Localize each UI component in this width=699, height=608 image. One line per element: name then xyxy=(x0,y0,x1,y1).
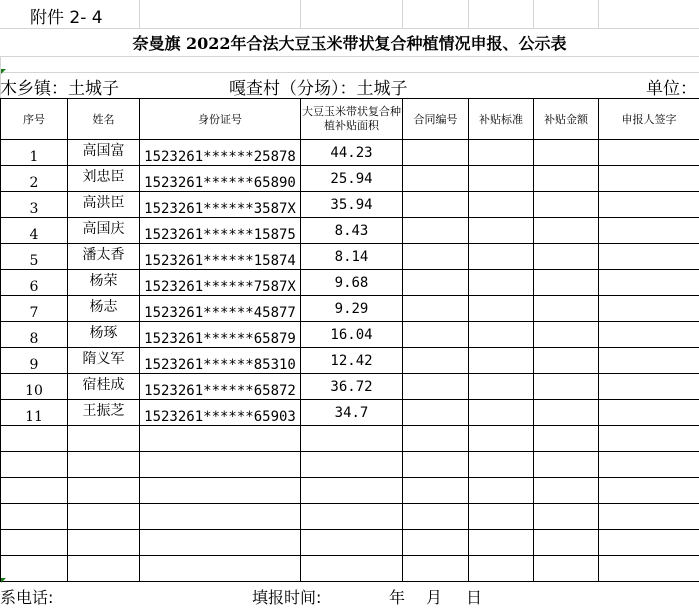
row-area-cell: 44.23 xyxy=(301,140,403,166)
col-header-name: 姓名 xyxy=(68,99,140,140)
row-signature-cell xyxy=(599,270,699,296)
row-contract-cell xyxy=(403,348,469,374)
row-amount-cell xyxy=(534,270,599,296)
row-name-cell xyxy=(68,452,140,478)
row-contract-cell xyxy=(403,140,469,166)
row-amount-cell xyxy=(534,556,599,582)
gridline xyxy=(300,0,301,28)
row-id-cell xyxy=(140,452,301,478)
row-id-cell xyxy=(140,530,301,556)
row-signature-cell xyxy=(599,374,699,400)
row-amount-cell xyxy=(534,166,599,192)
month-label: 月 xyxy=(426,585,442,608)
gridline xyxy=(468,0,469,28)
row-id-cell: 1523261******65890 xyxy=(140,166,301,192)
row-standard-cell xyxy=(469,322,534,348)
year-label: 年 xyxy=(389,585,405,608)
row-contract-cell xyxy=(403,452,469,478)
row-signature-cell xyxy=(599,218,699,244)
row-seq-cell: 4 xyxy=(1,218,68,244)
row-name-cell: 高洪臣 xyxy=(68,192,140,218)
row-seq-cell xyxy=(1,426,68,452)
row-id-cell: 1523261******85310 xyxy=(140,348,301,374)
row-area-cell xyxy=(301,452,403,478)
row-contract-cell xyxy=(403,400,469,426)
row-standard-cell xyxy=(469,426,534,452)
row-name-cell: 宿桂成 xyxy=(68,374,140,400)
row-id-cell: 1523261******15874 xyxy=(140,244,301,270)
table-row xyxy=(1,166,699,192)
table-body xyxy=(1,140,699,582)
gridline xyxy=(598,0,599,28)
row-area-cell: 9.29 xyxy=(301,296,403,322)
row-standard-cell xyxy=(469,296,534,322)
row-standard-cell xyxy=(469,218,534,244)
gridline xyxy=(0,72,699,73)
row-name-cell: 隋义军 xyxy=(68,348,140,374)
row-standard-cell xyxy=(469,478,534,504)
row-seq-cell: 6 xyxy=(1,270,68,296)
town-label: 木乡镇：土城子 xyxy=(0,74,119,99)
row-seq-cell: 7 xyxy=(1,296,68,322)
table-row xyxy=(1,374,699,400)
row-amount-cell xyxy=(534,374,599,400)
row-id-cell: 1523261******25878 xyxy=(140,140,301,166)
row-amount-cell xyxy=(534,426,599,452)
row-name-cell xyxy=(68,504,140,530)
row-signature-cell xyxy=(599,556,699,582)
row-contract-cell xyxy=(403,192,469,218)
table-row xyxy=(1,426,699,452)
row-seq-cell: 2 xyxy=(1,166,68,192)
row-area-cell: 35.94 xyxy=(301,192,403,218)
row-id-cell: 1523261******7587X xyxy=(140,270,301,296)
row-standard-cell xyxy=(469,452,534,478)
row-id-cell: 1523261******15875 xyxy=(140,218,301,244)
day-label: 日 xyxy=(466,585,482,608)
row-area-cell xyxy=(301,478,403,504)
row-seq-cell xyxy=(1,556,68,582)
row-seq-cell xyxy=(1,478,68,504)
row-id-cell: 1523261******65879 xyxy=(140,322,301,348)
row-seq-cell xyxy=(1,504,68,530)
page-title: 奈曼旗 2022年合法大豆玉米带状复合种植情况申报、公示表 xyxy=(0,31,699,54)
row-seq-cell xyxy=(1,452,68,478)
row-area-cell: 8.14 xyxy=(301,244,403,270)
row-amount-cell xyxy=(534,140,599,166)
row-signature-cell xyxy=(599,244,699,270)
row-id-cell xyxy=(140,478,301,504)
row-signature-cell xyxy=(599,166,699,192)
row-contract-cell xyxy=(403,296,469,322)
row-contract-cell xyxy=(403,478,469,504)
fill-time-label: 填报时间: xyxy=(252,585,321,608)
row-signature-cell xyxy=(599,530,699,556)
row-area-cell: 9.68 xyxy=(301,270,403,296)
row-contract-cell xyxy=(403,426,469,452)
row-area-cell: 36.72 xyxy=(301,374,403,400)
row-amount-cell xyxy=(534,348,599,374)
row-id-cell: 1523261******65903 xyxy=(140,400,301,426)
row-standard-cell xyxy=(469,270,534,296)
col-header-contract: 合同编号 xyxy=(403,99,469,140)
table-row xyxy=(1,452,699,478)
row-amount-cell xyxy=(534,296,599,322)
table-row xyxy=(1,192,699,218)
row-standard-cell xyxy=(469,530,534,556)
row-contract-cell xyxy=(403,556,469,582)
row-seq-cell: 9 xyxy=(1,348,68,374)
table-row xyxy=(1,400,699,426)
table-row xyxy=(1,348,699,374)
row-area-cell: 12.42 xyxy=(301,348,403,374)
row-standard-cell xyxy=(469,192,534,218)
row-name-cell xyxy=(68,556,140,582)
table-row xyxy=(1,530,699,556)
row-area-cell xyxy=(301,426,403,452)
row-area-cell xyxy=(301,530,403,556)
row-id-cell: 1523261******45877 xyxy=(140,296,301,322)
gridline xyxy=(402,0,403,28)
gridline xyxy=(0,28,699,29)
col-header-signature: 申报人签字 xyxy=(599,99,699,140)
row-signature-cell xyxy=(599,452,699,478)
table-row xyxy=(1,322,699,348)
row-amount-cell xyxy=(534,478,599,504)
unit-label: 单位： xyxy=(646,74,697,99)
row-contract-cell xyxy=(403,322,469,348)
row-name-cell: 杨志 xyxy=(68,296,140,322)
row-name-cell: 王振芝 xyxy=(68,400,140,426)
row-standard-cell xyxy=(469,556,534,582)
row-name-cell: 杨琢 xyxy=(68,322,140,348)
row-name-cell: 潘太香 xyxy=(68,244,140,270)
row-amount-cell xyxy=(534,244,599,270)
row-standard-cell xyxy=(469,244,534,270)
row-amount-cell xyxy=(534,192,599,218)
col-header-amount: 补贴金额 xyxy=(534,99,599,140)
row-standard-cell xyxy=(469,140,534,166)
table-row xyxy=(1,478,699,504)
row-standard-cell xyxy=(469,504,534,530)
table-row xyxy=(1,270,699,296)
row-amount-cell xyxy=(534,322,599,348)
row-seq-cell: 10 xyxy=(1,374,68,400)
row-amount-cell xyxy=(534,400,599,426)
row-standard-cell xyxy=(469,348,534,374)
row-name-cell: 高国富 xyxy=(68,140,140,166)
row-contract-cell xyxy=(403,218,469,244)
subsidy-table xyxy=(0,98,699,582)
row-seq-cell: 5 xyxy=(1,244,68,270)
row-seq-cell: 3 xyxy=(1,192,68,218)
row-id-cell xyxy=(140,504,301,530)
row-id-cell: 1523261******3587X xyxy=(140,192,301,218)
gridline xyxy=(139,0,140,28)
village-label: 嘎查村（分场）：土城子 xyxy=(229,74,408,99)
row-area-cell xyxy=(301,504,403,530)
row-seq-cell: 8 xyxy=(1,322,68,348)
table-row xyxy=(1,504,699,530)
row-seq-cell xyxy=(1,530,68,556)
row-contract-cell xyxy=(403,166,469,192)
contact-phone-label: 系电话: xyxy=(0,585,53,608)
row-id-cell xyxy=(140,556,301,582)
row-standard-cell xyxy=(469,400,534,426)
row-contract-cell xyxy=(403,530,469,556)
row-name-cell: 刘忠臣 xyxy=(68,166,140,192)
row-area-cell: 25.94 xyxy=(301,166,403,192)
row-standard-cell xyxy=(469,166,534,192)
row-signature-cell xyxy=(599,322,699,348)
row-contract-cell xyxy=(403,270,469,296)
row-id-cell xyxy=(140,426,301,452)
row-seq-cell: 1 xyxy=(1,140,68,166)
row-area-cell xyxy=(301,556,403,582)
col-header-id: 身份证号 xyxy=(140,99,301,140)
row-signature-cell xyxy=(599,400,699,426)
table-row xyxy=(1,140,699,166)
cell-error-marker xyxy=(1,578,6,583)
row-contract-cell xyxy=(403,504,469,530)
table-row xyxy=(1,218,699,244)
table-row xyxy=(1,244,699,270)
row-name-cell xyxy=(68,530,140,556)
row-contract-cell xyxy=(403,244,469,270)
gridline xyxy=(0,56,699,57)
row-standard-cell xyxy=(469,374,534,400)
row-amount-cell xyxy=(534,504,599,530)
col-header-area: 大豆玉米带状复合种植补贴面积 xyxy=(301,99,403,140)
row-id-cell: 1523261******65872 xyxy=(140,374,301,400)
row-amount-cell xyxy=(534,452,599,478)
row-signature-cell xyxy=(599,426,699,452)
row-contract-cell xyxy=(403,374,469,400)
table-row xyxy=(1,556,699,582)
row-amount-cell xyxy=(534,218,599,244)
row-area-cell: 34.7 xyxy=(301,400,403,426)
row-name-cell: 高国庆 xyxy=(68,218,140,244)
row-area-cell: 16.04 xyxy=(301,322,403,348)
row-name-cell xyxy=(68,426,140,452)
row-signature-cell xyxy=(599,140,699,166)
table-row xyxy=(1,296,699,322)
row-seq-cell: 11 xyxy=(1,400,68,426)
row-signature-cell xyxy=(599,504,699,530)
row-signature-cell xyxy=(599,192,699,218)
attachment-label: 附件 2- 4 xyxy=(30,3,103,28)
row-signature-cell xyxy=(599,296,699,322)
row-name-cell: 杨荣 xyxy=(68,270,140,296)
row-area-cell: 8.43 xyxy=(301,218,403,244)
col-header-seq: 序号 xyxy=(1,99,68,140)
col-header-standard: 补贴标准 xyxy=(469,99,534,140)
row-name-cell xyxy=(68,478,140,504)
gridline xyxy=(533,0,534,28)
row-signature-cell xyxy=(599,478,699,504)
table-header-row xyxy=(1,99,699,140)
row-signature-cell xyxy=(599,348,699,374)
row-amount-cell xyxy=(534,530,599,556)
